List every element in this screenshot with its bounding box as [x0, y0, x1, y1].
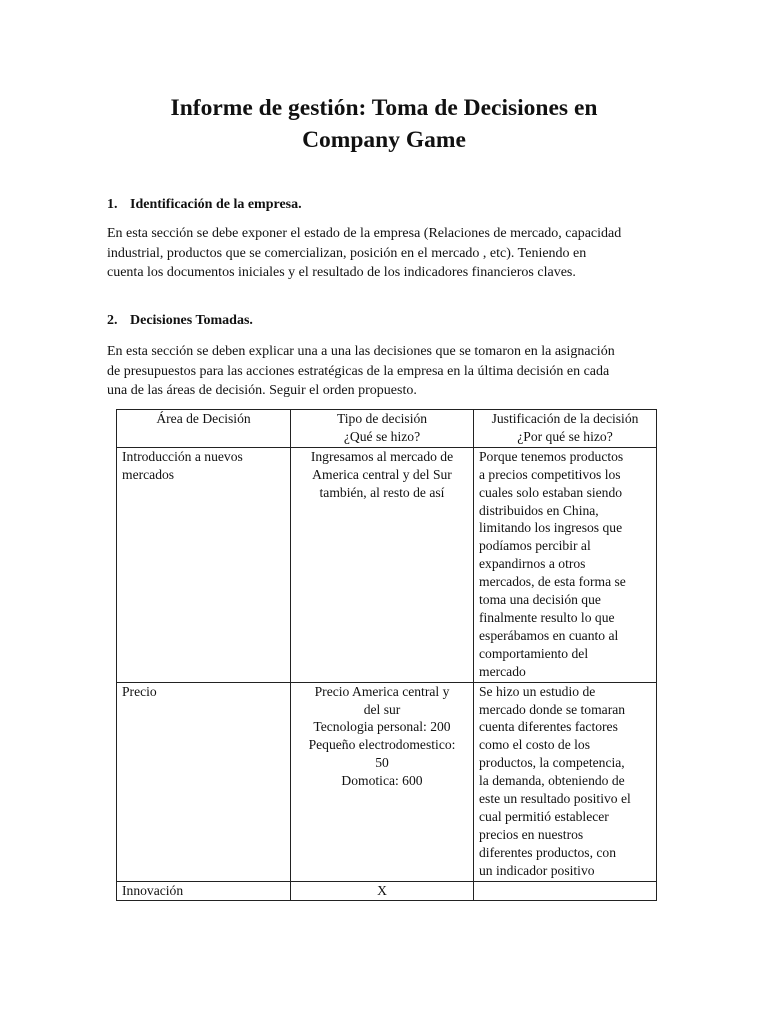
section-1-line: industrial, productos que se comercializan, posición en el mercado , etc). Teniendo en: [107, 245, 587, 261]
cell-line: mercado: [479, 663, 526, 679]
cell-line: Ingresamos al mercado de: [310, 448, 454, 464]
section-1-line: cuenta los documentos iniciales y el resultado de los indicadores financieros claves.: [107, 265, 576, 280]
cell-line: Domotica: 600: [341, 773, 423, 789]
decisions-table: [116, 409, 657, 901]
cell-line: mercados: [122, 466, 175, 482]
cell-line: este un resultado positivo el: [479, 791, 631, 807]
row-3-tipo: [291, 881, 474, 901]
cell-line: Innovación: [122, 882, 184, 898]
cell-line: esperábamos en cuanto al: [479, 627, 619, 643]
cell-line: diferentes productos, con: [479, 844, 617, 860]
cell-line: mercados, de esta forma se: [479, 574, 626, 590]
cell-line: cuales solo estaban siendo: [479, 484, 623, 500]
cell-line: Precio America central y: [314, 683, 450, 699]
table-row: [117, 447, 657, 682]
header-tipo: [291, 410, 474, 448]
header-just-question: ¿Por qué se hizo?: [517, 428, 613, 444]
header-just-label: Justificación de la decisión: [491, 411, 639, 426]
header-area-label: Área de Decisión: [156, 411, 251, 426]
cell-line: Se hizo un estudio de: [479, 683, 596, 699]
cell-line: Porque tenemos productos: [479, 448, 624, 464]
header-justificacion: [474, 410, 657, 448]
row-2-tipo: [291, 682, 474, 881]
cell-line: mercado donde se tomaran: [479, 701, 626, 717]
section-1-heading: [107, 197, 302, 213]
cell-line: Tecnologia personal: 200: [313, 719, 451, 735]
document-title: [100, 92, 668, 156]
row-1-tipo: [291, 447, 474, 682]
section-2-line: En esta sección se deben explicar una a una las decisiones que se tomaron en la asignación: [107, 344, 615, 359]
cell-line: limitando los ingresos que: [479, 520, 623, 536]
row-2-area: [117, 682, 291, 881]
table-row: [117, 682, 657, 881]
cell-line: America central y del Sur: [312, 466, 452, 482]
cell-line: finalmente resulto lo que: [479, 609, 615, 625]
cell-line: podíamos percibir al: [479, 538, 591, 554]
row-3-justificacion: [474, 881, 657, 901]
cell-line: Pequeño electrodomestico:: [308, 737, 456, 753]
cell-line: X: [377, 882, 387, 898]
cell-line: del sur: [363, 701, 401, 717]
header-tipo-label: Tipo de decisión: [336, 411, 428, 426]
cell-line: 50: [375, 755, 389, 771]
table-row: [117, 881, 657, 901]
cell-line: también, al resto de así: [319, 484, 445, 500]
cell-line: Precio: [122, 683, 157, 699]
cell-line: precios en nuestros: [479, 826, 584, 842]
cell-line: a precios competitivos los: [479, 466, 621, 482]
cell-line: un indicador positivo: [479, 862, 595, 878]
cell-line: productos, la competencia,: [479, 755, 625, 771]
section-1-number: 1.: [107, 197, 118, 212]
cell-line: la demanda, obteniendo de: [479, 773, 625, 789]
section-2-heading: [107, 313, 253, 329]
title-line-1: Informe de gestión: Toma de Decisiones en: [170, 95, 598, 121]
section-2-line: una de las áreas de decisión. Seguir el orden propuesto.: [107, 383, 417, 398]
cell-line: expandirnos a otros: [479, 556, 586, 572]
section-2-paragraph: [107, 342, 660, 401]
header-tipo-question: ¿Qué se hizo?: [343, 428, 421, 444]
section-1-title: Identificación de la empresa.: [130, 197, 302, 212]
section-2-line: de presupuestos para las acciones estratégicas de la empresa en la última decisión en cada: [107, 363, 610, 379]
cell-line: distribuidos en China,: [479, 502, 599, 518]
section-1-line: En esta sección se debe exponer el estado de la empresa (Relaciones de mercado, capacidad: [107, 226, 622, 241]
cell-line: comportamiento del: [479, 645, 589, 661]
header-area: [117, 410, 291, 448]
cell-line: como el costo de los: [479, 737, 590, 753]
section-1-paragraph: [107, 224, 660, 283]
row-1-area: [117, 447, 291, 682]
cell-line: Introducción a nuevos: [122, 448, 243, 464]
cell-line: cual permitió establecer: [479, 808, 609, 824]
section-2-number: 2.: [107, 313, 118, 328]
row-3-area: [117, 881, 291, 901]
row-1-justificacion: [474, 447, 657, 682]
cell-line: toma una decisión que: [479, 592, 601, 608]
row-2-justificacion: [474, 682, 657, 881]
title-line-2: Company Game: [302, 127, 466, 153]
cell-line: cuenta diferentes factores: [479, 719, 618, 735]
table-header-row: [117, 410, 657, 448]
section-2-title: Decisiones Tomadas.: [130, 313, 253, 328]
